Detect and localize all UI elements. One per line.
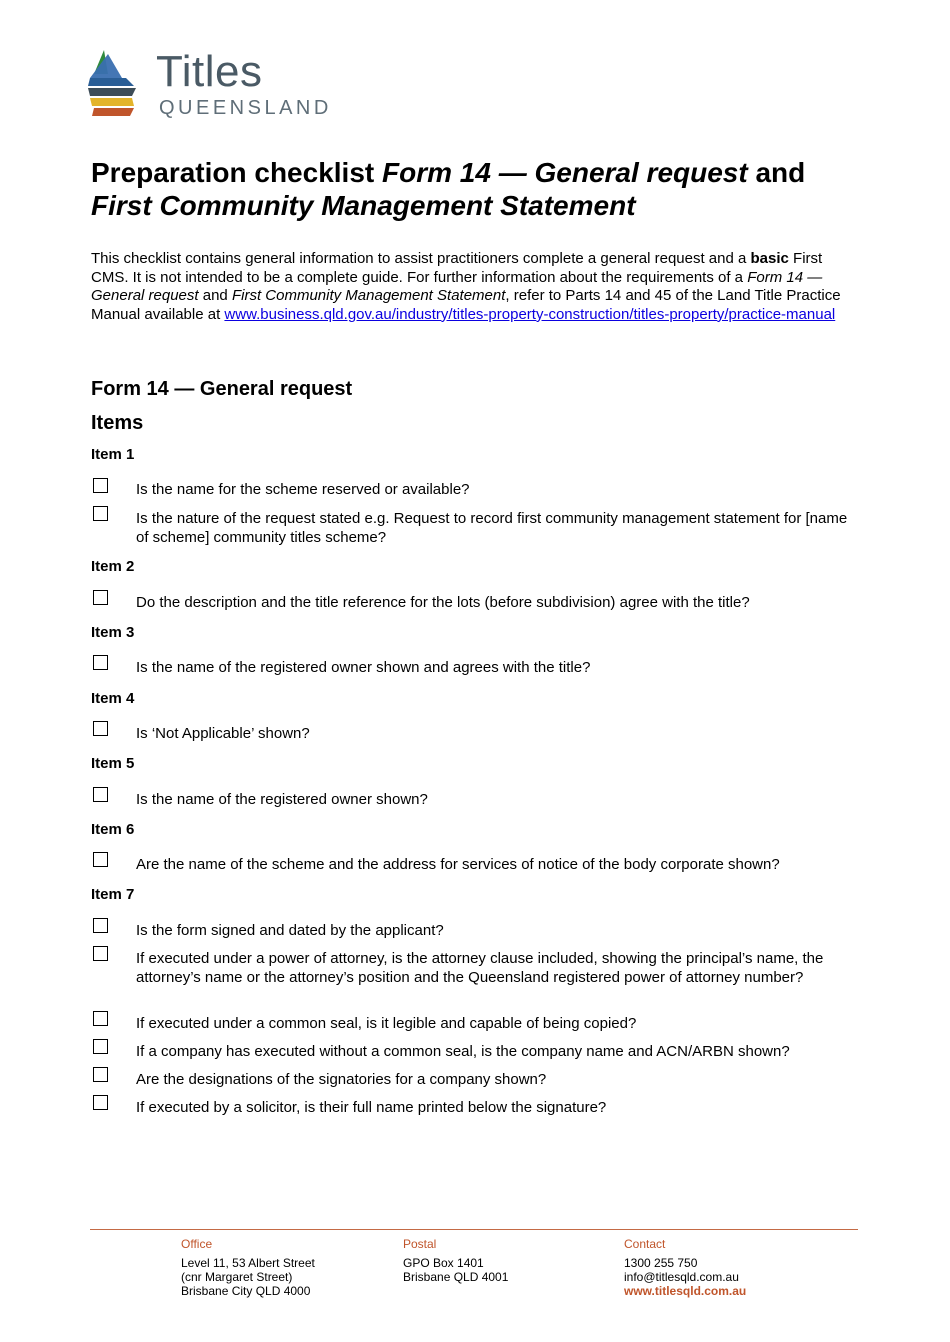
intro-italic: Form 14 — General request	[91, 268, 823, 305]
item-label: Item 3	[91, 624, 135, 641]
checklist-question: Is the name of the registered owner shown?	[136, 791, 428, 808]
footer-office-heading: Office	[181, 1237, 213, 1251]
checkbox[interactable]	[93, 852, 108, 867]
item-label: Item 1	[91, 446, 135, 463]
footer-divider	[90, 1229, 858, 1230]
checkbox[interactable]	[93, 787, 108, 802]
titles-queensland-logo	[86, 48, 356, 128]
checkbox[interactable]	[93, 506, 108, 521]
footer-office-line: Brisbane City QLD 4000	[181, 1284, 311, 1298]
checkbox[interactable]	[93, 721, 108, 736]
checklist-question: Is the form signed and dated by the applicant?	[136, 922, 444, 939]
title-part-2: Form 14 — General request	[382, 157, 748, 188]
title-part-4: First Community Management Statement	[91, 190, 636, 221]
title-part-1: Preparation checklist	[91, 157, 383, 188]
checklist-question: Are the designations of the signatories for a company shown?	[136, 1071, 547, 1088]
footer-office-line: (cnr Margaret Street)	[181, 1270, 293, 1284]
logo-mark-icon	[86, 48, 146, 128]
checkbox[interactable]	[93, 918, 108, 933]
section-heading: Form 14 — General request	[91, 378, 353, 400]
intro-bold: basic	[750, 250, 789, 267]
intro-text: This checklist contains general information to assist practitioners complete a general request and a	[91, 250, 751, 267]
footer-phone: 1300 255 750	[624, 1256, 698, 1270]
intro-text: First CMS. It is not intended to be a complete guide. For further information about the requirements of a	[91, 250, 823, 286]
footer-postal	[403, 1237, 508, 1284]
checkbox[interactable]	[93, 1067, 108, 1082]
footer-postal-line: Brisbane QLD 4001	[403, 1270, 509, 1284]
logo-subtitle: QUEENSLAND	[159, 97, 332, 119]
footer-contact-heading: Contact	[624, 1237, 666, 1251]
checklist-question: If executed under a power of attorney, is the attorney clause included, showing the principal’s name, the attorney’s name or the attorney’s position and the Queensland registered power of attorney number?	[136, 950, 824, 986]
item-label: Item 7	[91, 886, 135, 903]
item-label: Item 5	[91, 755, 135, 772]
checkbox[interactable]	[93, 946, 108, 961]
checkbox[interactable]	[93, 1095, 108, 1110]
footer-postal-heading: Postal	[403, 1237, 437, 1251]
intro-text: , refer to Parts 14 and 45 of the Land Title Practice Manual available at	[91, 287, 841, 323]
checkbox[interactable]	[93, 1011, 108, 1026]
footer-website-link[interactable]: www.titlesqld.com.au	[624, 1284, 747, 1298]
footer-email[interactable]: info@titlesqld.com.au	[624, 1270, 739, 1284]
checkbox[interactable]	[93, 478, 108, 493]
checklist-question: Are the name of the scheme and the address for services of notice of the body corporate shown?	[136, 856, 780, 873]
title-part-3: and	[747, 157, 806, 188]
logo-wordmark: Titles	[156, 47, 263, 96]
intro-paragraph	[91, 250, 861, 324]
item-label: Item 6	[91, 821, 135, 838]
footer-contact	[624, 1237, 746, 1298]
checklist-question: Do the description and the title reference for the lots (before subdivision) agree with the title?	[136, 594, 750, 611]
intro-text: and	[198, 287, 232, 305]
footer-office	[181, 1237, 315, 1298]
checklist-question: Is ‘Not Applicable’ shown?	[136, 725, 310, 742]
item-label: Item 4	[91, 690, 135, 707]
checklist-question: If executed by a solicitor, is their full name printed below the signature?	[136, 1099, 607, 1116]
checkbox[interactable]	[93, 655, 108, 670]
footer-postal-line: GPO Box 1401	[403, 1256, 484, 1270]
intro-italic: First Community Management Statement	[231, 287, 506, 305]
checklist-question: Is the nature of the request stated e.g. Request to record first community management statement for [name of scheme] community titles scheme?	[136, 510, 848, 546]
checklist-question: If executed under a common seal, is it legible and capable of being copied?	[136, 1015, 637, 1032]
checkbox[interactable]	[93, 1039, 108, 1054]
footer-office-line: Level 11, 53 Albert Street	[181, 1256, 315, 1270]
checkbox[interactable]	[93, 590, 108, 605]
item-label: Item 2	[91, 558, 135, 575]
practice-manual-link[interactable]: www.business.qld.gov.au/industry/titles-property-construction/titles-property/practice-manual	[224, 305, 836, 323]
checklist-question: If a company has executed without a common seal, is the company name and ACN/ARBN shown?	[136, 1043, 790, 1060]
checklist-question: Is the name of the registered owner shown and agrees with the title?	[136, 659, 591, 676]
items-heading: Items	[91, 412, 144, 434]
page-title	[91, 156, 881, 222]
checklist-question: Is the name for the scheme reserved or available?	[136, 481, 470, 498]
